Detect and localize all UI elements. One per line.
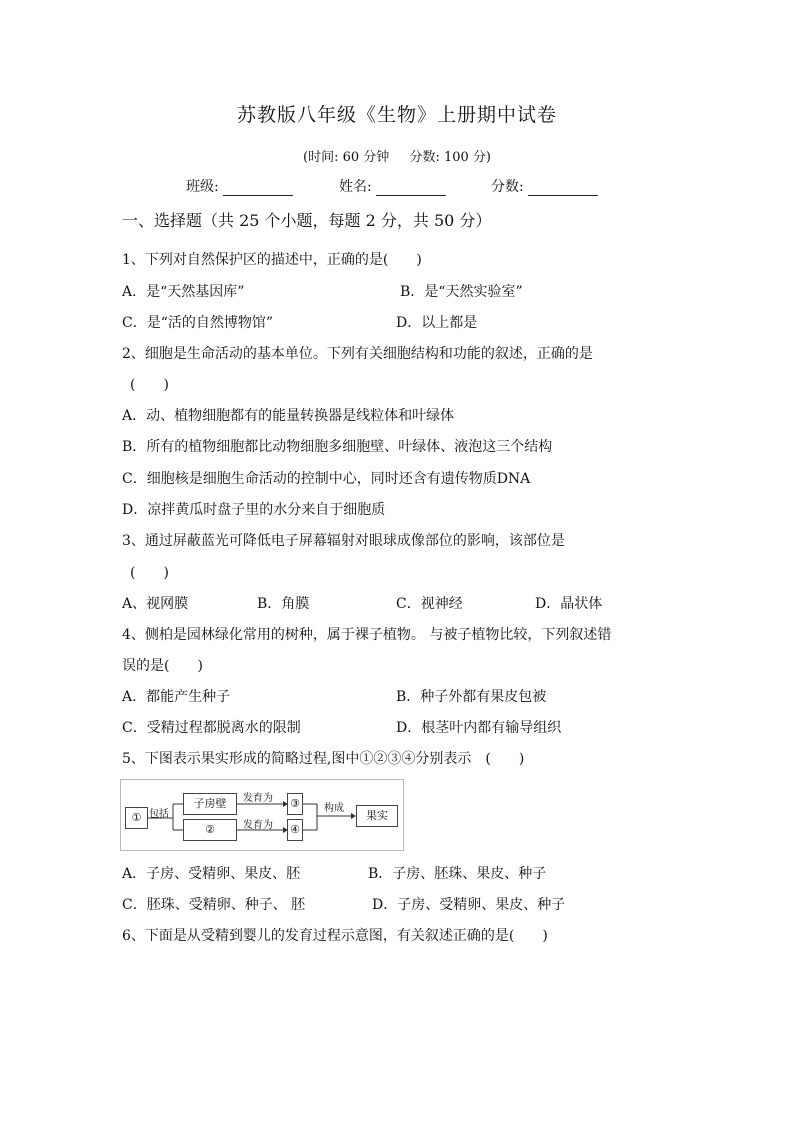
diagram-node-4: ④ <box>287 819 303 841</box>
q5-stem: 5、下图表示果实形成的简略过程,图中①②③④分别表示 ( ) <box>122 751 525 767</box>
score-field <box>491 176 598 196</box>
q2-option-d: D．凉拌黄瓜时盘子里的水分来自于细胞质 <box>122 502 386 518</box>
score-blank[interactable] <box>528 181 598 196</box>
diagram-node-1: ① <box>125 807 148 829</box>
q2-stem: 2、细胞是生命活动的基本单位。下列有关细胞结构和功能的叙述，正确的是 <box>122 346 593 362</box>
diagram-label-develops-1: 发育为 <box>243 793 273 804</box>
score-label: 分数: <box>491 179 524 195</box>
name-field <box>339 176 446 196</box>
q2-option-c: C．细胞核是细胞生命活动的控制中心，同时还含有遗传物质DNA <box>122 471 531 487</box>
exam-time: (时间: 60 分钟 <box>303 150 390 165</box>
q5-option-d: D．子房、受精卵、果皮、种子 <box>372 897 566 913</box>
q4-option-a: A．都能产生种子 <box>122 689 231 705</box>
q5-option-b: B．子房、胚珠、果皮、种子 <box>368 866 547 882</box>
diagram-node-3: ③ <box>287 793 303 815</box>
diagram-label-includes: 包括 <box>149 809 169 820</box>
q1-stem: 1、下列对自然保护区的描述中，正确的是( ) <box>122 252 422 268</box>
q3-option-b: B．角膜 <box>257 596 310 612</box>
exam-total-score: 分数: 100 分) <box>409 150 491 165</box>
q4-option-d: D．根茎叶内都有输导组织 <box>396 720 562 736</box>
q3-option-d: D．晶状体 <box>535 596 603 612</box>
class-label: 班级: <box>186 179 219 195</box>
q2-option-a: A．动、植物细胞都有的能量转换器是线粒体和叶绿体 <box>122 408 455 424</box>
q1-option-c: C．是“活的自然博物馆” <box>122 315 274 331</box>
q4-option-b: B．种子外都有果皮包被 <box>396 689 547 705</box>
q4-stem: 4、侧柏是园林绿化常用的树种，属于裸子植物。 与被子植物比较，下列叙述错 <box>122 627 612 643</box>
diagram-node-2: ② <box>183 819 237 841</box>
q2-option-b: B．所有的植物细胞都比动物细胞多细胞壁、叶绿体、液泡这三个结构 <box>122 439 553 455</box>
name-label: 姓名: <box>339 179 372 195</box>
q3-option-a: A、视网膜 <box>122 596 189 612</box>
exam-meta <box>0 146 794 165</box>
diagram-label-forms: 构成 <box>324 803 344 814</box>
q2-paren: ( ) <box>130 377 169 393</box>
q3-paren: ( ) <box>130 565 169 581</box>
q3-stem: 3、通过屏蔽蓝光可降低电子屏幕辐射对眼球成像部位的影响，该部位是 <box>122 533 565 549</box>
q3-option-c: C．视神经 <box>396 596 463 612</box>
q5-option-a: A．子房、受精卵、果皮、胚 <box>122 866 301 882</box>
q5-option-c: C．胚珠、受精卵、种子、 胚 <box>122 897 306 913</box>
class-blank[interactable] <box>223 181 293 196</box>
diagram-ovary-wall: 子房壁 <box>183 793 237 815</box>
diagram-label-develops-2: 发育为 <box>243 820 273 831</box>
name-blank[interactable] <box>376 181 446 196</box>
q6-stem: 6、下面是从受精到婴儿的发育过程示意图，有关叙述正确的是( ) <box>122 928 548 944</box>
class-field <box>186 176 293 196</box>
q1-option-a: A．是“天然基因库” <box>122 284 245 300</box>
q4-stem-continued: 误的是( ) <box>122 658 203 674</box>
diagram-fruit: 果实 <box>356 805 398 827</box>
fruit-formation-diagram <box>120 779 404 851</box>
q4-option-c: C．受精过程都脱离水的限制 <box>122 720 301 736</box>
q1-option-b: B．是“天然实验室” <box>400 284 523 300</box>
page-title: 苏教版八年级《生物》上册期中试卷 <box>236 104 557 126</box>
q1-option-d: D．以上都是 <box>396 315 478 331</box>
section-heading: 一、选择题（共 25 个小题，每题 2 分，共 50 分） <box>122 211 492 230</box>
